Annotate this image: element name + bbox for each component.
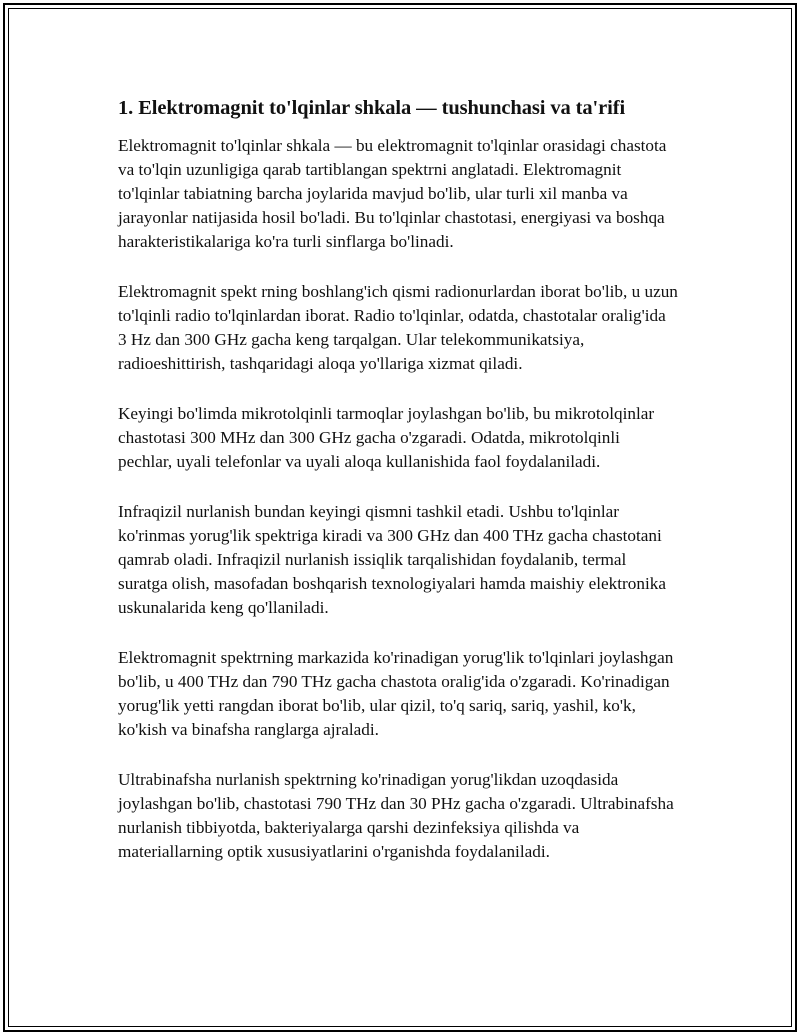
paragraph-ultraviolet: Ultrabinafsha nurlanish spektrning ko'rinadigan yorug'likdan uzoqdasida joylashgan bo'lib, chastotasi 790 THz dan 30 PHz gacha o'zgaradi. Ultrabinafsha nurlanish tibbiyotda, bakteriyalarga qarshi dezinfeksiya qilishda va materiallarning optik xususiyatlarini o'rganishda foydalaniladi. (118, 770, 674, 861)
paragraph-infrared: Infraqizil nurlanish bundan keyingi qismni tashkil etadi. Ushbu to'lqinlar ko'rinmas yorug'lik spektriga kiradi va 300 GHz dan 400 THz gacha chastotani qamrab oladi. Infraqizil nurlanish issiqlik tarqalishidan foydalanib, termal suratga olish, masofadan boshqarish texnologiyalari hamda maishiy elektronika uskunalarida keng qo'llaniladi. (118, 502, 666, 617)
paragraph-microwaves: Keyingi bo'limda mikrotolqinli tarmoqlar joylashgan bo'lib, bu mikrotolqinlar chastotasi 300 MHz dan 300 GHz gacha o'zgaradi. Odatda, mikrotolqinli pechlar, uyali telefonlar va uyali aloqa kullanishida faol foydalaniladi. (118, 404, 655, 471)
paragraph-definition: Elektromagnit to'lqinlar shkala — bu elektromagnit to'lqinlar orasidagi chastota va to'lqin uzunligiga qarab tartiblangan spektrni anglatadi. Elektromagnit to'lqinlar tabiatning barcha joylarida mavjud bo'lib, ular turli xil manba va jarayonlar natijasida hosil bo'ladi. Bu to'lqinlar chastotasi, energiyasi va boshqa harakteristikalariga ko'ra turli sinflarga bo'linadi. (118, 136, 667, 251)
paragraph-radio-waves: Elektromagnit spekt rning boshlang'ich qismi radionurlardan iborat bo'lib, u uzun to'lqinli radio to'lqinlardan iborat. Radio to'lqinlar, odatda, chastotalar oralig'ida 3 Hz dan 300 GHz gacha keng tarqalgan. Ular telekommunikatsiya, radioeshittirish, tashqaridagi aloqa yo'llariga xizmat qiladi. (118, 282, 678, 373)
document-body (118, 94, 678, 890)
section-heading: 1. Elektromagnit to'lqinlar shkala — tushunchasi va ta'rifi (118, 97, 626, 119)
paragraph-visible-light: Elektromagnit spektrning markazida ko'rinadigan yorug'lik to'lqinlari joylashgan bo'lib, u 400 THz dan 790 THz gacha chastota oralig'ida o'zgaradi. Ko'rinadigan yorug'lik yetti rangdan iborat bo'lib, ular qizil, to'q sariq, sariq, yashil, ko'k, ko'kish va binafsha ranglarga ajraladi. (118, 648, 674, 739)
